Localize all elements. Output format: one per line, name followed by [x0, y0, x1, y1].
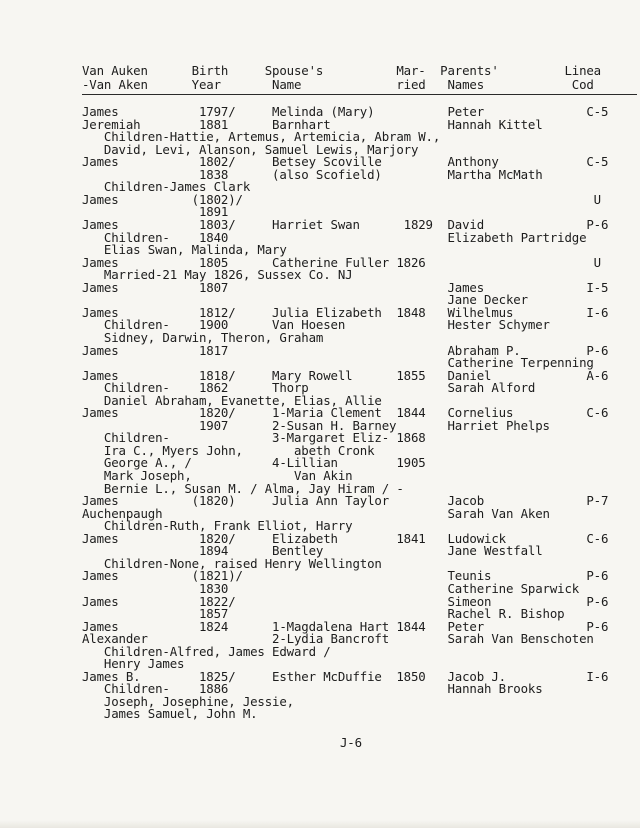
- record-line: James 1820/ 1-Maria Clement 1844 Cornelius C-6: [82, 405, 609, 421]
- record-line: 1894 Bentley Jane Westfall: [82, 543, 543, 559]
- page-number: J-6: [340, 735, 362, 750]
- record-line: Mark Joseph, Van Akin: [82, 468, 353, 483]
- record-line: 1907 2-Susan H. Barney Harriet Phelps: [82, 417, 550, 433]
- record-line: James (1802)/ U: [82, 191, 601, 207]
- record-line: Children-Ruth, Frank Elliot, Harry: [82, 518, 353, 534]
- record-line: Children- 1886 Hannah Brooks: [82, 681, 543, 697]
- record-line: Bernie L., Susan M. / Alma, Jay Hiram / -: [82, 480, 404, 496]
- record-line: James (1821)/ Teunis P-6: [82, 568, 609, 584]
- record-line: David, Levi, Alanson, Samuel Lewis, Marjory: [82, 141, 419, 157]
- record-line: Children-Hattie, Artemus, Artemicia, Abram W.,: [82, 129, 441, 145]
- record-line: James 1824 1-Magdalena Hart 1844 Peter P-6: [82, 618, 609, 634]
- record-line: Elias Swan, Malinda, Mary: [82, 242, 287, 258]
- record-line: Jeremiah 1881 Barnhart Hannah Kittel: [82, 116, 543, 132]
- record-line: 1838 (also Scofield) Martha McMath: [82, 166, 543, 182]
- record-line: James 1818/ Mary Rowell 1855 Daniel A-6: [82, 367, 609, 383]
- record-line: Jane Decker: [82, 292, 528, 308]
- record-line: Children- 1862 Thorp Sarah Alford: [82, 380, 536, 396]
- record-line: 1830 Catherine Sparwick: [82, 580, 580, 596]
- header-rule: [82, 94, 637, 95]
- column-header-row-2: -Van Aken Year Name ried Names Cod: [82, 77, 594, 92]
- record-line: James 1817 Abraham P. P-6: [82, 342, 609, 358]
- record-line: 1857 Rachel R. Bishop: [82, 606, 565, 621]
- record-line: Ira C., Myers John, abeth Cronk: [82, 442, 375, 458]
- record-line: Sidney, Darwin, Theron, Graham: [82, 329, 324, 345]
- record-line: James 1807 James I-5: [82, 279, 609, 295]
- record-line: Children-James Clark: [82, 179, 251, 195]
- record-line: James 1802/ Betsey Scoville Anthony C-5: [82, 154, 609, 170]
- record-line: Married-21 May 1826, Sussex Co. NJ: [82, 267, 353, 283]
- record-line: Children- 1840 Elizabeth Partridge: [82, 229, 587, 245]
- record-line: James 1820/ Elizabeth 1841 Ludowick C-6: [82, 530, 609, 546]
- record-line: James 1803/ Harriet Swan 1829 David P-6: [82, 216, 609, 232]
- record-line: James 1805 Catherine Fuller 1826 U: [82, 254, 601, 270]
- record-line: Joseph, Josephine, Jessie,: [82, 693, 294, 709]
- record-line: Daniel Abraham, Evanette, Elias, Allie: [82, 392, 382, 408]
- record-line: Catherine Terpenning: [82, 355, 594, 370]
- record-line: Children- 1900 Van Hoesen Hester Schymer: [82, 317, 550, 333]
- record-line: Children-Alfred, James Edward /: [82, 643, 331, 659]
- record-line: James 1822/ Simeon P-6: [82, 593, 609, 609]
- scan-edge: [0, 820, 640, 828]
- column-header-row-1: Van Auken Birth Spouse's Mar- Parents' Linea: [82, 63, 601, 78]
- record-line: James B. 1825/ Esther McDuffie 1850 Jacob J. I-6: [82, 668, 609, 684]
- record-line: James (1820) Julia Ann Taylor Jacob P-7: [82, 493, 609, 509]
- record-line: James 1797/ Melinda (Mary) Peter C-5: [82, 104, 609, 119]
- record-line: 1891: [82, 204, 229, 220]
- record-line: Henry James: [82, 656, 185, 672]
- record-line: George A., / 4-Lillian 1905: [82, 455, 426, 471]
- record-line: Children- 3-Margaret Eliz- 1868: [82, 430, 426, 446]
- record-line: Auchenpaugh Sarah Van Aken: [82, 505, 550, 521]
- record-line: Alexander 2-Lydia Bancroft Sarah Van Benschoten: [82, 631, 594, 647]
- record-line: James Samuel, John M.: [82, 706, 258, 722]
- record-line: Children-None, raised Henry Wellington: [82, 555, 382, 571]
- record-line: James 1812/ Julia Elizabeth 1848 Wilhelmus I-6: [82, 304, 609, 320]
